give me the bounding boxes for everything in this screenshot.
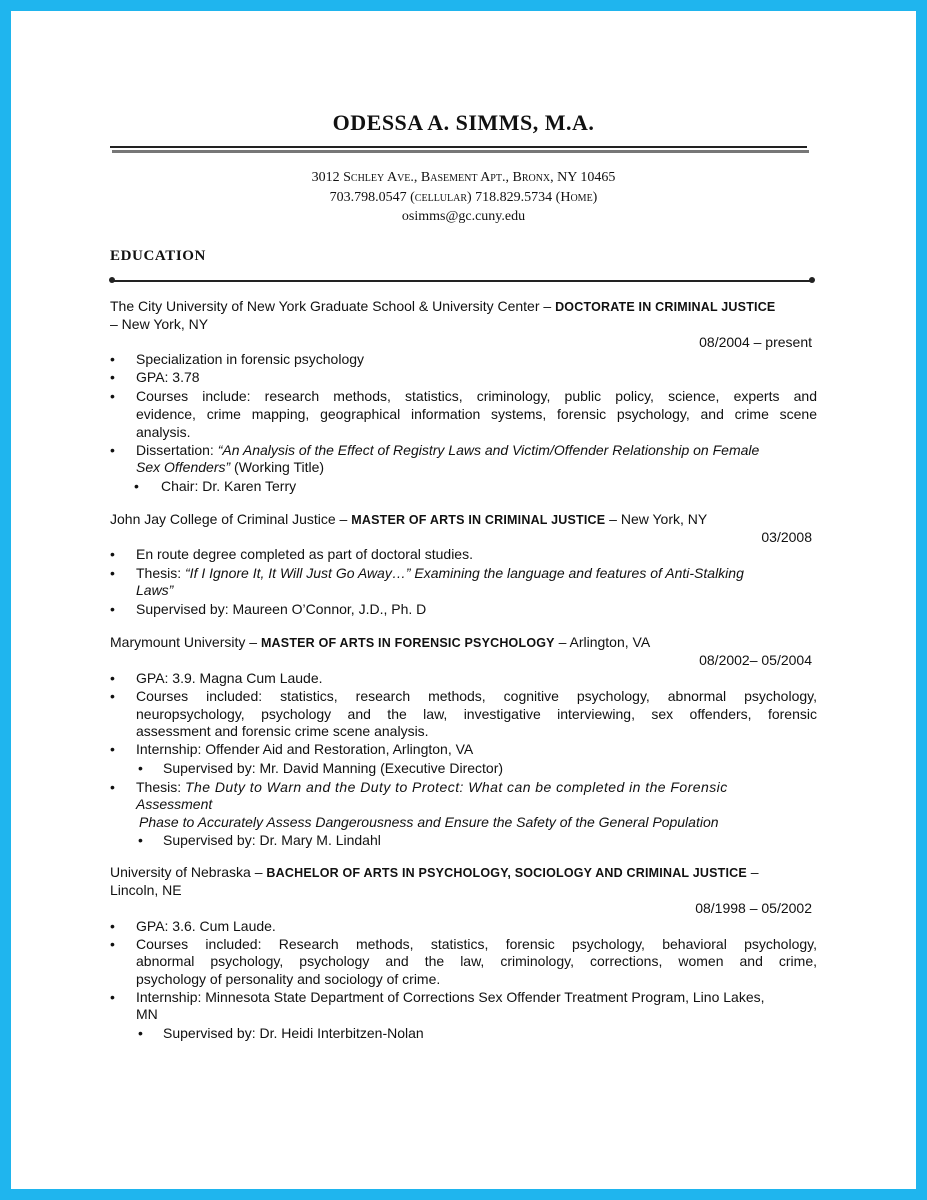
bullet-text: Supervised by: Maureen O’Connor, J.D., Ph. D: [136, 601, 427, 617]
divider-dot-right: [809, 277, 815, 283]
education-heading: EDUCATION: [110, 248, 206, 264]
thesis-title-cont: Phase to Accurately Assess Dangerousness and Ensure the Safety of the General Population: [139, 814, 719, 830]
school-name: The City University of New York Graduate School & University Center –: [110, 298, 552, 314]
name-divider: [110, 146, 807, 148]
entry-heading: [110, 634, 650, 652]
bullet-icon: •: [110, 565, 115, 581]
bullet-icon: •: [110, 388, 115, 404]
bullet-text: [136, 796, 212, 813]
bullet-text: neuropsychology, psychology and the law, investigative interviewing, sex offenders, forensic: [136, 706, 817, 722]
bullet-text: evidence, crime mapping, geographical information systems, forensic psychology, and crime scene: [136, 406, 817, 422]
bullet-icon: •: [110, 688, 115, 704]
bullet-text: [136, 565, 744, 582]
entry-date: 08/1998 – 05/2002: [695, 900, 812, 916]
bullet-icon: •: [138, 832, 143, 848]
contact-phones: 703.798.0547 (cellular) 718.829.5734 (Home): [329, 190, 598, 205]
bullet-text: assessment and forensic crime scene analysis.: [136, 723, 429, 739]
bullet-text: Supervised by: Mr. David Manning (Executive Director): [163, 760, 504, 776]
name-divider-shadow: [112, 150, 809, 153]
bullet-text: Internship: Minnesota State Department of Corrections Sex Offender Treatment Program, Lino Lakes,: [136, 989, 765, 1005]
divider-dot-left: [109, 277, 115, 283]
degree-title: DOCTORATE IN CRIMINAL JUSTICE: [555, 300, 776, 314]
entry-date: 08/2002– 05/2004: [699, 652, 812, 668]
bullet-text: GPA: 3.9. Magna Cum Laude.: [136, 670, 323, 686]
school-name: John Jay College of Criminal Justice –: [110, 511, 348, 527]
thesis-title: “If I Ignore It, It Will Just Go Away…” Examining the language and features of Anti-Stalking: [185, 565, 744, 581]
education-divider: [112, 280, 812, 282]
school-location: Lincoln, NE: [110, 882, 182, 898]
school-location: – Arlington, VA: [558, 634, 651, 650]
bullet-text: analysis.: [136, 424, 191, 440]
label-thesis: Thesis:: [136, 565, 182, 581]
school-name: Marymount University –: [110, 634, 258, 650]
bullet-icon: •: [110, 918, 115, 934]
entry-heading: [110, 298, 775, 316]
dissertation-title-cont: Sex Offenders”: [136, 459, 231, 475]
bullet-icon: •: [110, 601, 115, 617]
contact-address: 3012 Schley Ave., Basement Apt., Bronx, NY 10465: [311, 170, 616, 185]
bullet-text: [136, 582, 173, 599]
degree-title: BACHELOR OF ARTS IN PSYCHOLOGY, SOCIOLOGY AND CRIMINAL JUSTICE: [266, 866, 747, 880]
bullet-text: Courses included: statistics, research methods, cognitive psychology, abnormal psychology,: [136, 688, 817, 704]
degree-title: MASTER OF ARTS IN CRIMINAL JUSTICE: [351, 513, 606, 527]
thesis-title-cont: Laws”: [136, 582, 174, 598]
school-location: – New York, NY: [609, 511, 708, 527]
label-dissertation: Dissertation:: [136, 442, 214, 458]
bullet-text: Courses included: Research methods, statistics, forensic psychology, behavioral psychology,: [136, 936, 817, 952]
working-title: (Working Title): [234, 459, 325, 475]
entry-date: 03/2008: [761, 529, 812, 545]
school-name: University of Nebraska –: [110, 864, 263, 880]
bullet-text: [136, 442, 817, 459]
bullet-icon: •: [138, 1025, 143, 1041]
bullet-text: MN: [136, 1006, 158, 1022]
bullet-text: psychology of personality and sociology of crime.: [136, 971, 441, 987]
thesis-title: The Duty to Warn and the Duty to Protect: What can be completed in the Forensic: [185, 779, 728, 795]
bullet-text: Chair: Dr. Karen Terry: [161, 478, 297, 494]
bullet-text: En route degree completed as part of doctoral studies.: [136, 546, 473, 562]
bullet-icon: •: [110, 369, 115, 385]
contact-email: osimms@gc.cuny.edu: [401, 209, 526, 224]
dissertation-title: “An Analysis of the Effect of Registry Laws and Victim/Offender Relationship on Female: [217, 442, 760, 458]
bullet-text: [139, 814, 719, 831]
bullet-text: [136, 779, 817, 796]
bullet-text: Courses include: research methods, statistics, criminology, public policy, science, experts and: [136, 388, 817, 404]
bullet-text: Supervised by: Dr. Heidi Interbitzen-Nolan: [163, 1025, 424, 1041]
bullet-icon: •: [110, 351, 115, 367]
bullet-text: GPA: 3.78: [136, 369, 200, 385]
bullet-text: GPA: 3.6. Cum Laude.: [136, 918, 276, 934]
bullet-text: Specialization in forensic psychology: [136, 351, 365, 367]
bullet-text: Internship: Offender Aid and Restoration, Arlington, VA: [136, 741, 474, 757]
bullet-text: Supervised by: Dr. Mary M. Lindahl: [163, 832, 381, 848]
bullet-text: [136, 459, 324, 476]
resume-name: ODESSA A. SIMMS, M.A.: [332, 110, 595, 135]
bullet-icon: •: [110, 442, 115, 458]
bullet-icon: •: [110, 936, 115, 952]
bullet-icon: •: [138, 760, 143, 776]
bullet-icon: •: [110, 546, 115, 562]
label-thesis: Thesis:: [136, 779, 182, 795]
school-location: –: [750, 864, 759, 880]
bullet-icon: •: [134, 478, 139, 494]
thesis-title-cont: Assessment: [136, 796, 213, 812]
entry-date: 08/2004 – present: [699, 334, 812, 350]
entry-heading: [110, 864, 759, 882]
bullet-text: abnormal psychology, psychology and the law, criminology, corrections, women and crime,: [136, 953, 817, 969]
degree-title: MASTER OF ARTS IN FORENSIC PSYCHOLOGY: [260, 636, 555, 650]
entry-heading: [110, 511, 707, 529]
bullet-icon: •: [110, 670, 115, 686]
bullet-icon: •: [110, 989, 115, 1005]
bullet-icon: •: [110, 779, 115, 795]
bullet-icon: •: [110, 741, 115, 757]
school-location: – New York, NY: [110, 316, 209, 332]
